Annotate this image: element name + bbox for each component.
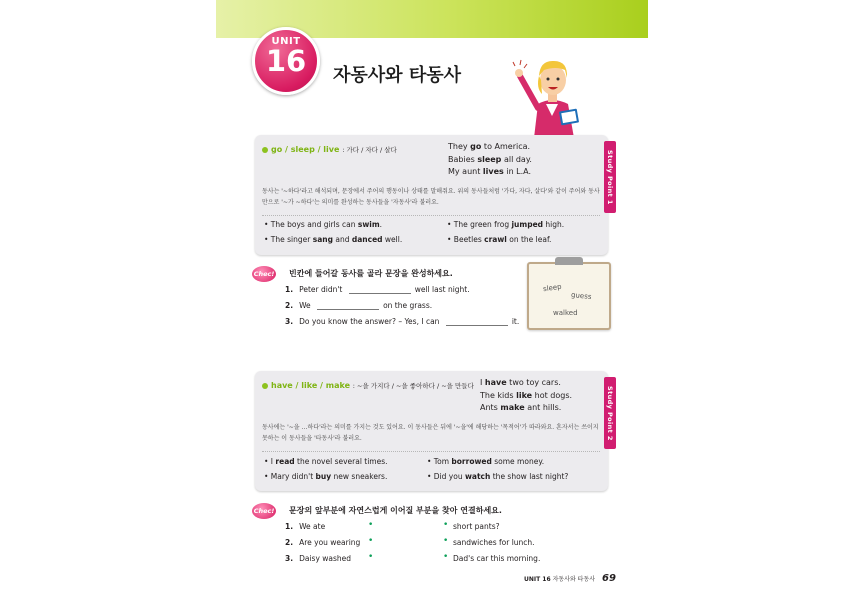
footer-unit: UNIT 16 [524,576,551,583]
check-badge: Chec! [252,503,276,519]
answer-blank[interactable] [349,293,411,294]
answer-blank[interactable] [317,309,379,310]
answer-blank[interactable] [446,325,508,326]
study-point-1-tab: Study Point 1 [604,141,616,213]
keywords: have / like / make [271,381,350,390]
exercise-question: 3. Do you know the answer? – Yes, I can it. [285,317,520,326]
unit-badge [252,27,320,95]
check-instruction: 빈칸에 들어갈 동사를 골라 문장을 완성하세요. [289,269,453,278]
bullet-example: • Mary didn't buy new sneakers. [264,472,388,481]
bullet-example: • The boys and girls can swim. [264,220,383,229]
check-badge: Chec! [252,266,276,282]
keywords-line [262,381,474,390]
example-sentence: Ants make ant hills. [480,403,562,412]
word-clipboard [527,262,611,330]
teacher-illustration [512,46,590,138]
grammar-description: 동사는 '~하다'라고 해석되며, 문장에서 주어의 행동이나 상태를 말해줘요. 위의 동사들처럼 '가다, 자다, 살다'와 같이 주어와 동사만으로 '~가 ~하다'는 의미를 완성하는 동사들을 '자동사'라 불러요. [262,188,600,206]
footer-title: 자동사와 타동사 [552,576,596,583]
page-footer [524,573,616,584]
match-left-item: 2. Are you wearing [285,538,361,547]
keywords: go / sleep / live [271,145,340,154]
match-right-item: short pants? [453,522,500,531]
match-right-item: sandwiches for lunch. [453,538,535,547]
example-sentence: My aunt lives in L.A. [448,167,532,176]
study-point-2-tab: Study Point 2 [604,377,616,449]
bullet-example: • Tom borrowed some money. [427,457,545,466]
example-sentence: The kids like hot dogs. [480,390,573,400]
match-right-item: Dad's car this morning. [453,554,541,563]
bullet-example: • The singer sang and danced well. [264,235,403,244]
match-dot[interactable]: • [443,552,449,562]
textbook-page [216,0,648,612]
keywords-line [262,145,397,154]
keywords-meaning: : ~을 가지다 / ~을 좋아하다 / ~을 만들다 [352,382,474,390]
match-dot[interactable]: • [368,520,374,530]
bullet-example: • I read the novel several times. [264,457,388,466]
bullet-dot-icon [262,383,268,389]
study-point-2-panel [255,371,614,491]
grammar-description: 동사에는 '~을 …하다'라는 의미를 가지는 것도 있어요. 이 동사들은 뒤에 '~을'에 해당하는 '목적어'가 따라와요. 혼자서는 쓰이지 못하는 이 동사들을 '타동사'라 불러요. [262,424,599,442]
word-option: guess [570,290,592,302]
match-left-item: 3. Daisy washed [285,554,352,563]
dotted-divider [262,215,600,216]
exercise-question: 1. Peter didn't well last night. [285,285,470,294]
match-dot[interactable]: • [368,536,374,546]
bullet-example: • Did you watch the show last night? [427,472,569,481]
unit-number: 16 [265,44,307,78]
dotted-divider [262,451,600,452]
example-sentence: I have two toy cars. [480,378,561,387]
word-option: walked [553,309,578,317]
match-dot[interactable]: • [443,520,449,530]
match-dot[interactable]: • [368,552,374,562]
match-dot[interactable]: • [443,536,449,546]
exercise-question: 2. We on the grass. [285,301,433,310]
check-instruction: 문장의 앞부분에 자연스럽게 이어질 부분을 찾아 연결하세요. [289,506,502,515]
bullet-dot-icon [262,147,268,153]
keywords-meaning: : 가다 / 자다 / 살다 [342,146,397,154]
study-point-1-panel [255,135,614,255]
example-sentences [448,141,532,179]
unit-label: UNIT [271,36,301,47]
clipboard-clip-icon [555,257,583,265]
page-title: 자동사와 타동사 [333,65,461,86]
match-left-item: 1. We ate [285,522,326,531]
example-sentence: Babies sleep all day. [448,154,532,164]
word-option: sleep [542,282,563,294]
example-sentences [480,377,572,415]
bullet-example: • The green frog jumped high. [447,220,565,229]
page-number: 69 [602,573,616,584]
example-sentence: They go to America. [448,142,531,151]
bullet-example: • Beetles crawl on the leaf. [447,235,552,244]
